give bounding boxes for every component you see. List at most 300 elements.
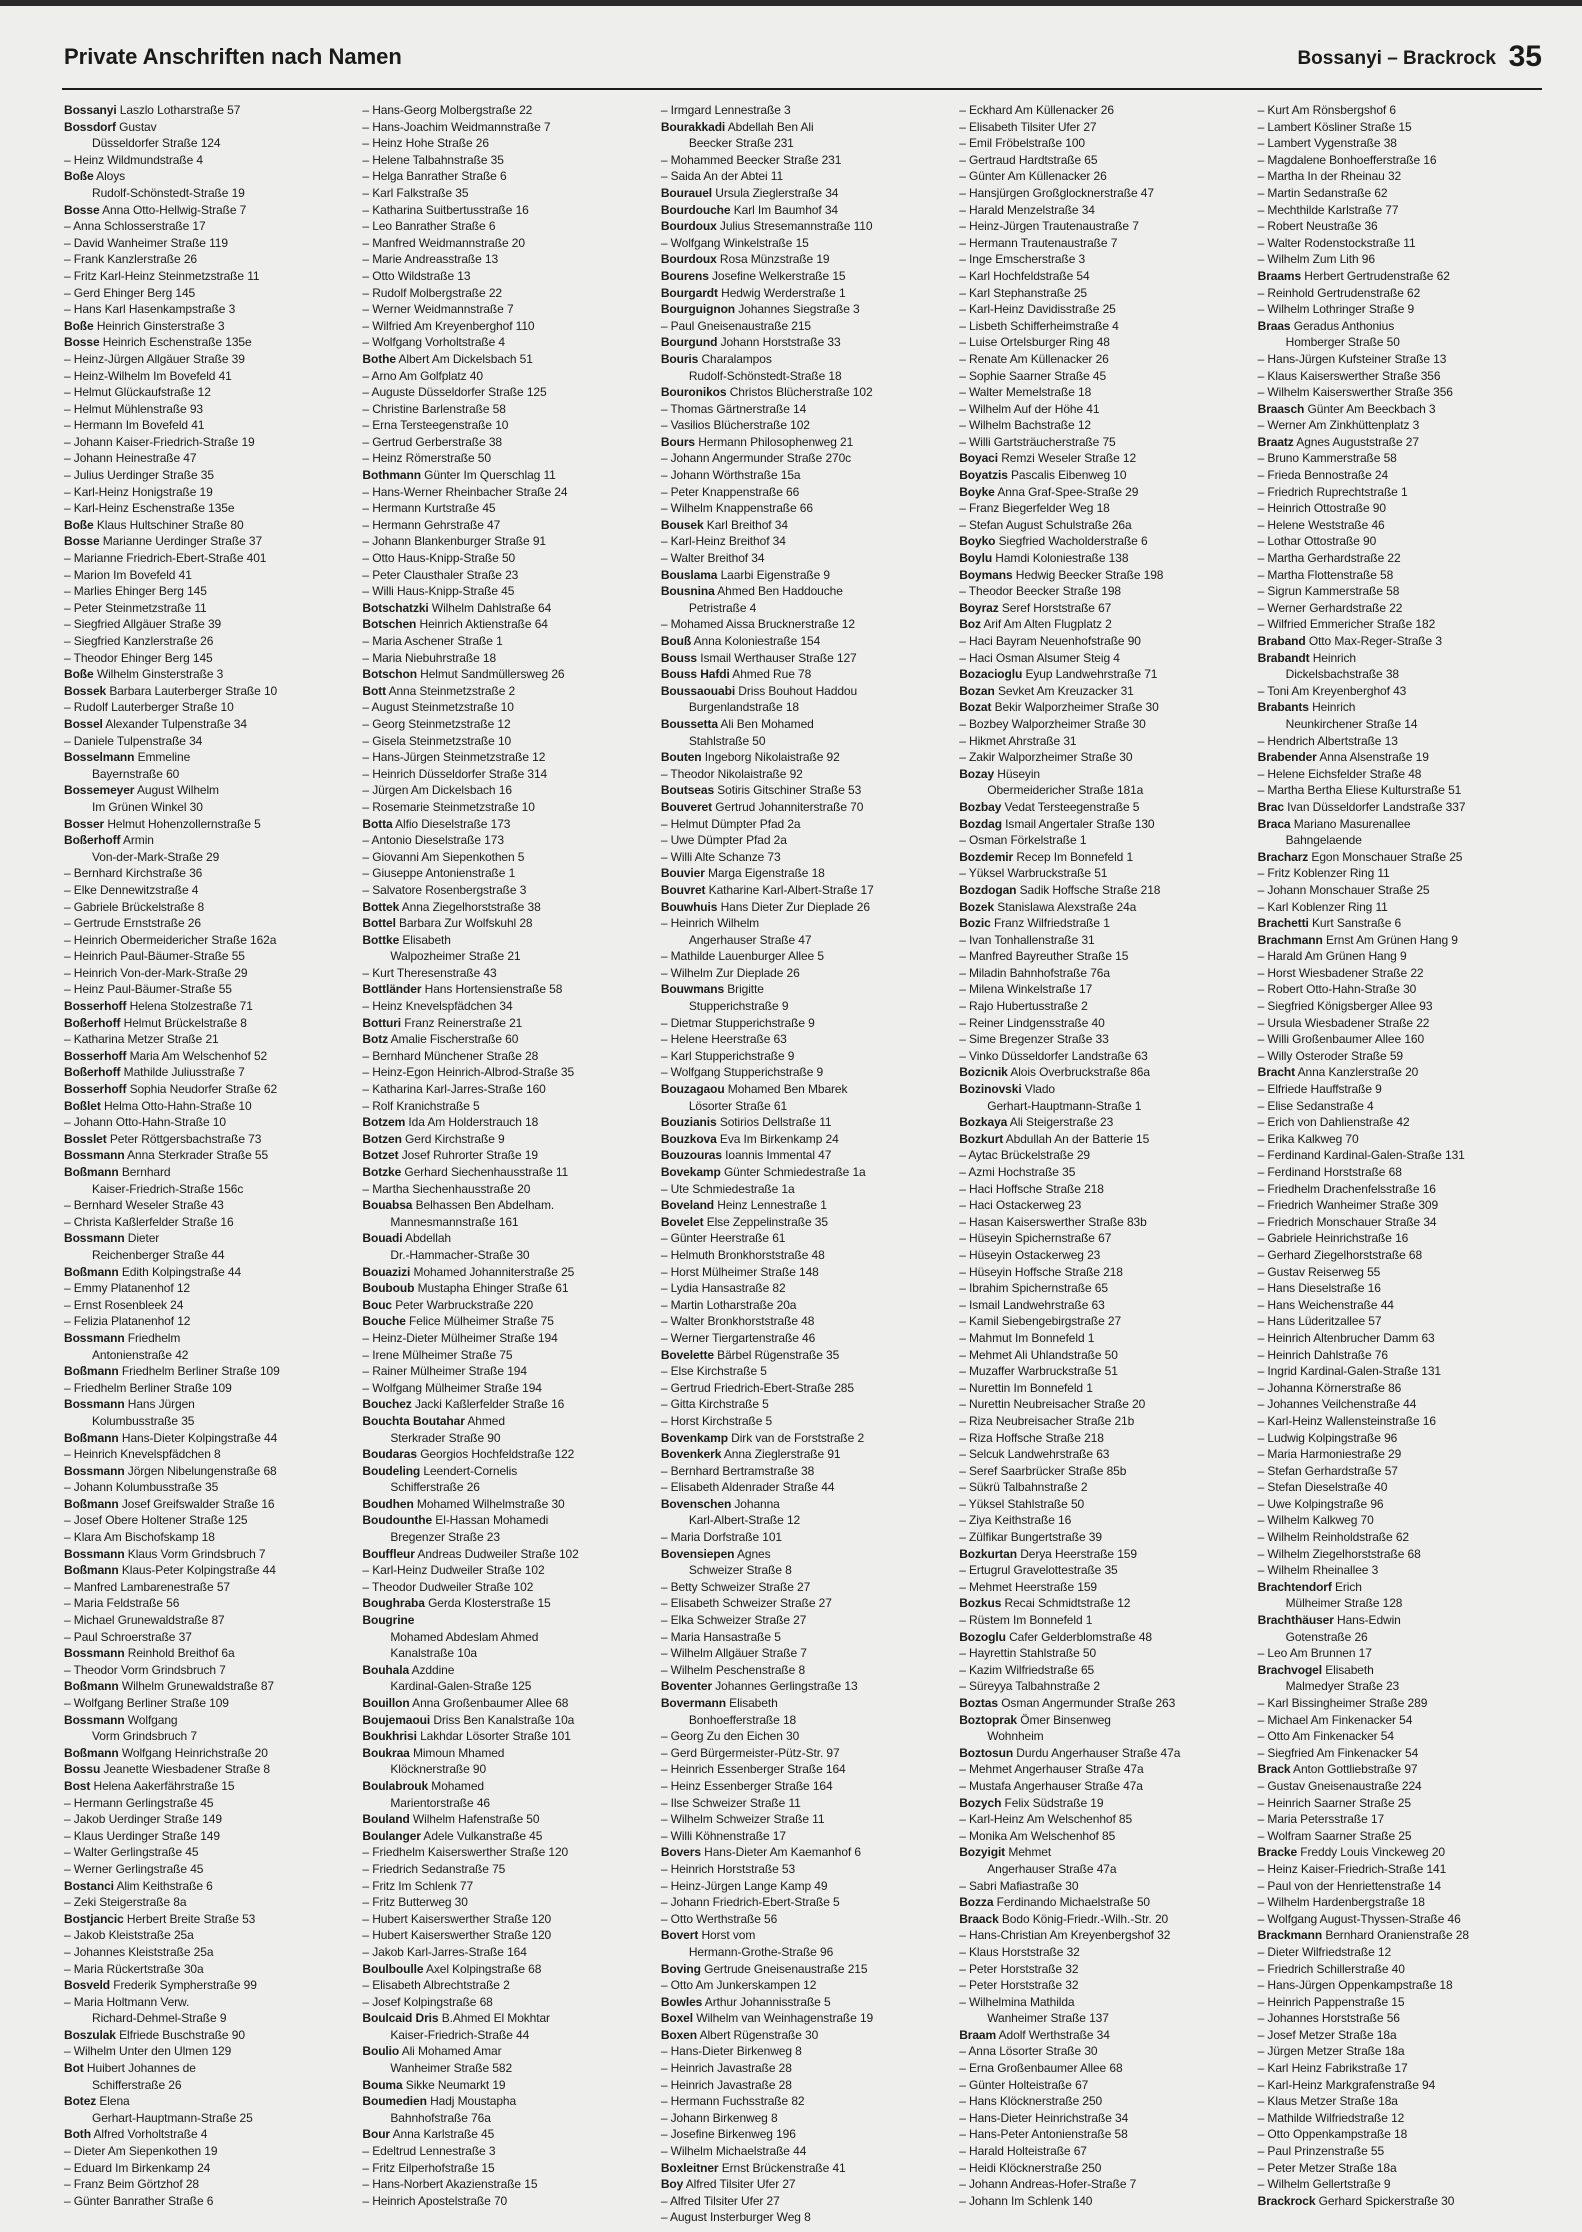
directory-entry <box>959 401 1243 418</box>
directory-entry <box>64 899 348 916</box>
directory-entry <box>64 965 348 982</box>
entry-text: – Heinz-Dieter Mülheimer Straße 194 <box>362 1330 558 1345</box>
directory-entry <box>959 434 1243 451</box>
entry-text: – Martin Lotharstraße 20a <box>660 1297 797 1312</box>
entry-surname: Bourgund <box>660 335 718 350</box>
entry-text: Remzi Weseler Straße 12 <box>997 451 1137 466</box>
entry-text: – Wilhelm Bachstraße 12 <box>959 418 1091 433</box>
entry-text: Arif Am Alten Flugplatz 2 <box>980 617 1112 632</box>
entry-surname: Boz <box>959 617 981 632</box>
entry-text: – Otto Haus-Knipp-Straße 50 <box>362 551 516 566</box>
directory-entry <box>661 1446 945 1463</box>
directory-entry <box>64 2160 348 2177</box>
column-5 <box>1258 102 1542 2212</box>
entry-text: Düsseldorfer Straße 124 <box>92 136 221 151</box>
entry-text: Bayernstraße 60 <box>92 766 180 781</box>
directory-entry <box>64 268 348 285</box>
directory-entry <box>1258 1347 1542 1364</box>
entry-text: – Karl Falkstraße 35 <box>362 185 469 200</box>
directory-entry <box>661 1396 945 1413</box>
directory-entry <box>661 2160 945 2177</box>
entry-text: – Michael Am Finkenacker 54 <box>1257 1712 1413 1727</box>
entry-text: – Hans Weichenstraße 44 <box>1257 1297 1394 1312</box>
directory-entry <box>362 567 646 584</box>
directory-entry <box>1258 1512 1542 1529</box>
directory-entry <box>64 1844 348 1861</box>
directory-entry <box>661 2110 945 2127</box>
entry-text: Hadj Moustapha <box>426 2094 517 2109</box>
directory-entry <box>64 368 348 385</box>
directory-entry <box>1258 1463 1542 1480</box>
directory-entry <box>1258 600 1542 617</box>
entry-text: – Walter Bronkhorststraße 48 <box>660 1314 815 1329</box>
entry-text: Gertrude Gneisenaustraße 215 <box>700 1961 868 1976</box>
directory-entry <box>959 268 1243 285</box>
entry-text: – Heinrich Düsseldorfer Straße 314 <box>362 766 548 781</box>
entry-surname: Bozdag <box>959 816 1002 831</box>
directory-entry <box>661 1147 945 1164</box>
entry-text: – Wilhelm Kaiserswerther Straße 356 <box>1257 385 1453 400</box>
entry-surname: Botez <box>64 2094 97 2109</box>
entry-text: – Heinrich Pappenstraße 15 <box>1257 1994 1405 2009</box>
entry-text: Gerhard Siechenhausstraße 11 <box>401 1165 569 1179</box>
directory-entry <box>64 235 348 252</box>
directory-entry <box>1258 1430 1542 1447</box>
entry-text: – Maria Hansastraße 5 <box>660 1629 781 1644</box>
entry-text: – Otto Am Finkenacker 54 <box>1257 1729 1394 1744</box>
directory-entry <box>661 666 945 683</box>
directory-entry <box>362 268 646 285</box>
directory-entry <box>1258 152 1542 169</box>
directory-entry <box>661 616 945 633</box>
directory-entry <box>959 334 1243 351</box>
entry-text: Marientorstraße 46 <box>390 1795 490 1810</box>
entry-text: – Katharina Metzer Straße 21 <box>64 1032 219 1047</box>
directory-entry <box>362 1064 646 1081</box>
entry-text: Heinrich Aktienstraße 64 <box>416 617 548 632</box>
entry-text: – Peter Clausthaler Straße 23 <box>362 567 519 582</box>
entry-text: Friedhelm Berliner Straße 109 <box>118 1364 280 1379</box>
entry-text: Gertrud Johanniterstraße 70 <box>712 799 864 814</box>
directory-entry <box>1258 2010 1542 2027</box>
entry-text: – Karl Stephanstraße 25 <box>959 285 1087 300</box>
entry-text: Heinrich Eschenstraße 135e <box>99 335 252 350</box>
directory-entry <box>661 2209 945 2226</box>
directory-entry <box>64 1911 348 1928</box>
directory-entry <box>959 1430 1243 1447</box>
directory-entry <box>1258 334 1542 351</box>
entry-text: – Heinz Kaiser-Friedrich-Straße 141 <box>1257 1861 1447 1876</box>
entry-text: – Franz Biegerfelder Weg 18 <box>959 501 1110 516</box>
directory-entry <box>959 2126 1243 2143</box>
directory-entry <box>1258 1313 1542 1330</box>
directory-entry <box>362 251 646 268</box>
entry-text: – Günter Am Küllenacker 26 <box>959 169 1107 184</box>
directory-entry <box>1258 849 1542 866</box>
entry-text: Mohamed Ben Mbarek <box>724 1082 848 1097</box>
directory-entry <box>959 2077 1243 2094</box>
directory-entry <box>1258 865 1542 882</box>
entry-text: Günter Am Beeckbach 3 <box>1304 401 1436 416</box>
entry-text: Felix Südstraße 19 <box>1001 1795 1104 1810</box>
directory-entry <box>959 1330 1243 1347</box>
entry-text: – Heinrich Javastraße 28 <box>660 2061 792 2076</box>
entry-text: Helma Otto-Hahn-Straße 10 <box>100 1098 252 1113</box>
entry-text: – Johann Birkenweg 8 <box>660 2110 778 2125</box>
entry-text: – August Insterburger Weg 8 <box>660 2210 811 2225</box>
entry-surname: Braack <box>959 1911 999 1926</box>
entry-text: – Katharina Suitbertusstraße 16 <box>362 202 529 217</box>
directory-entry <box>661 2093 945 2110</box>
entry-surname: Bosse <box>64 335 100 350</box>
directory-entry <box>362 135 646 152</box>
directory-entry <box>1258 467 1542 484</box>
directory-entry <box>64 832 348 849</box>
entry-text: Emmeline <box>134 750 191 765</box>
directory-entry <box>661 1330 945 1347</box>
entry-text: Adolf Werthstraße 34 <box>996 2027 1110 2042</box>
directory-entry <box>362 318 646 335</box>
directory-entry <box>362 1413 646 1430</box>
directory-entry <box>64 1512 348 1529</box>
entry-text: Barbara Lauterberger Straße 10 <box>106 683 278 698</box>
directory-entry <box>1258 1048 1542 1065</box>
directory-entry <box>64 1562 348 1579</box>
entry-text: Ismail Angertaler Straße 130 <box>1001 816 1155 831</box>
directory-entry <box>661 1380 945 1397</box>
directory-entry <box>64 1795 348 1812</box>
directory-entry <box>661 202 945 219</box>
directory-entry <box>362 1098 646 1115</box>
entry-text: – Mathilde Wilfriedstraße 12 <box>1257 2110 1405 2125</box>
entry-surname: Bossmann <box>64 1148 125 1163</box>
entry-text: – Bernhard Bertramstraße 38 <box>660 1463 815 1478</box>
directory-entry <box>64 2043 348 2060</box>
entry-text: – Hans Klöcknerstraße 250 <box>959 2094 1103 2109</box>
entry-text: – Gustav Reiserweg 55 <box>1257 1264 1381 1279</box>
entry-surname: Botturi <box>362 1015 402 1030</box>
entry-text: – Manfred Weidmannstraße 20 <box>362 235 525 250</box>
directory-entry <box>959 1728 1243 1745</box>
entry-surname: Bosse <box>64 202 100 217</box>
entry-text: Helena Stolzestraße 71 <box>126 999 253 1014</box>
entry-text: – Paul Gneisenaustraße 215 <box>660 318 811 333</box>
directory-entry <box>661 1363 945 1380</box>
directory-entry <box>1258 932 1542 949</box>
directory-entry <box>362 1994 646 2011</box>
entry-text: Wanheimer Straße 582 <box>390 2061 513 2076</box>
directory-entry <box>64 1828 348 1845</box>
entry-text: Gerhart-Hauptmann-Straße 25 <box>92 2110 253 2125</box>
entry-surname: Bossmann <box>64 1712 125 1727</box>
entry-text: – Harald Am Grünen Hang 9 <box>1257 949 1407 964</box>
entry-text: – Paul Schroerstraße 37 <box>64 1629 192 1644</box>
entry-surname: Bozbay <box>959 799 1002 814</box>
entry-surname: Brackrock <box>1257 2193 1316 2208</box>
entry-text: Huibert Johannes de <box>83 2061 196 2076</box>
directory-entry <box>64 2060 348 2077</box>
directory-entry <box>64 1579 348 1596</box>
entry-surname: Bossmann <box>64 1330 125 1345</box>
entry-text: – Muzaffer Warbruckstraße 51 <box>959 1364 1118 1379</box>
entry-surname: Bouvier <box>660 866 705 881</box>
entry-text: – Hermann Gerlingstraße 45 <box>64 1795 214 1810</box>
entry-text: Antonienstraße 42 <box>92 1347 189 1362</box>
entry-text: Elisabeth <box>399 932 451 947</box>
entry-text: Karl Im Baumhof 34 <box>730 202 838 217</box>
entry-text: – Magdalene Bonhoefferstraße 16 <box>1257 152 1437 167</box>
directory-entry <box>661 484 945 501</box>
directory-entry <box>1258 816 1542 833</box>
directory-entry <box>661 1546 945 1563</box>
directory-entry <box>362 1712 646 1729</box>
entry-text: – Heinrich Paul-Bäumer-Straße 55 <box>64 949 245 964</box>
entry-text: – Manfred Bayreuther Straße 15 <box>959 949 1129 964</box>
entry-text: – Hans-Joachim Weidmannstraße 7 <box>362 119 551 134</box>
directory-entry <box>1258 583 1542 600</box>
directory-entry <box>1258 268 1542 285</box>
entry-text: – Heinrich Saarner Straße 25 <box>1257 1795 1411 1810</box>
directory-entry <box>1258 981 1542 998</box>
entry-surname: Bothmann <box>362 468 421 483</box>
column-4 <box>959 102 1243 2212</box>
directory-entry <box>362 749 646 766</box>
directory-entry <box>362 1529 646 1546</box>
entry-text: Helena Aakerfährstraße 15 <box>90 1778 235 1793</box>
directory-entry <box>64 2027 348 2044</box>
entry-text: – Haci Bayram Neuenhofstraße 90 <box>959 634 1141 648</box>
entry-text: Ursula Zieglerstraße 34 <box>712 185 839 200</box>
directory-entry <box>959 683 1243 700</box>
entry-text: Günter Im Querschlag 11 <box>420 468 556 483</box>
directory-entry <box>959 1546 1243 1563</box>
entry-surname: Boßmann <box>64 1496 119 1511</box>
directory-entry <box>362 1778 646 1795</box>
entry-text: – Toni Am Kreyenberghof 43 <box>1257 683 1407 698</box>
entry-text: – Karl Stupperichstraße 9 <box>660 1048 795 1063</box>
directory-entry <box>959 699 1243 716</box>
entry-text: Schifferstraße 26 <box>92 2077 182 2092</box>
entry-text: – Jakob Uerdinger Straße 149 <box>64 1812 222 1827</box>
directory-entry <box>362 2176 646 2193</box>
entry-text: Alexander Tulpenstraße 34 <box>102 716 247 731</box>
entry-surname: Boussaouabi <box>660 683 736 698</box>
directory-entry <box>661 1230 945 1247</box>
entry-surname: Bossek <box>64 683 107 698</box>
directory-entry <box>661 2043 945 2060</box>
directory-entry <box>362 1363 646 1380</box>
directory-entry <box>959 1479 1243 1496</box>
entry-text: Kolumbusstraße 35 <box>92 1413 195 1428</box>
directory-entry <box>1258 1595 1542 1612</box>
entry-text: Ali Mohamed Amar <box>399 2044 502 2059</box>
entry-surname: Boztosun <box>959 1745 1014 1760</box>
directory-entry <box>362 1944 646 1961</box>
entry-text: Hans Jürgen <box>124 1397 195 1412</box>
directory-columns <box>64 102 1542 2225</box>
entry-text: – Johann Andreas-Hofer-Straße 7 <box>959 2177 1137 2192</box>
directory-entry <box>661 1064 945 1081</box>
entry-surname: Boße <box>64 318 94 333</box>
entry-surname: Bourauel <box>660 185 713 200</box>
directory-entry <box>1258 1911 1542 1928</box>
entry-text: Felice Mülheimer Straße 75 <box>405 1314 554 1329</box>
entry-surname: Bouris <box>660 351 699 366</box>
directory-entry <box>959 2093 1243 2110</box>
directory-entry <box>1258 351 1542 368</box>
entry-text: – Wilhelm Rheinallee 3 <box>1257 1563 1379 1578</box>
directory-entry <box>64 2126 348 2143</box>
entry-surname: Bostjancic <box>64 1911 124 1926</box>
directory-entry <box>959 1844 1243 1861</box>
entry-text: – Heinz Wildmundstraße 4 <box>64 152 203 167</box>
entry-surname: Bouss <box>660 650 697 665</box>
entry-text: – Wolfram Saarner Straße 25 <box>1257 1828 1412 1843</box>
directory-entry <box>64 218 348 235</box>
entry-text: Stanislawa Alexstraße 24a <box>994 899 1137 914</box>
entry-text: Von-der-Mark-Straße 29 <box>92 849 220 864</box>
directory-entry <box>661 301 945 318</box>
entry-surname: Bourakkadi <box>660 119 726 134</box>
directory-entry <box>64 1313 348 1330</box>
entry-text: Ernst Brückenstraße 41 <box>718 2160 846 2175</box>
directory-entry <box>959 202 1243 219</box>
entry-text: – Friedrich Schillerstraße 40 <box>1257 1961 1405 1976</box>
entry-text: – Sükrü Talbahnstraße 2 <box>959 1480 1088 1495</box>
entry-text: Bekir Walporzheimer Straße 30 <box>991 700 1159 715</box>
entry-text: – Marion Im Bovefeld 41 <box>64 567 192 582</box>
entry-text: – Heinrich Obermeidericher Straße 162a <box>64 932 277 947</box>
entry-text: – Fritz Karl-Heinz Steinmetzstraße 11 <box>64 268 260 283</box>
directory-entry <box>1258 915 1542 932</box>
entry-text: Wilhelm Hafenstraße 50 <box>409 1812 540 1827</box>
entry-text: Beecker Straße 231 <box>688 136 794 151</box>
directory-entry <box>1258 1496 1542 1513</box>
directory-entry <box>1258 1131 1542 1148</box>
directory-entry <box>64 334 348 351</box>
entry-surname: Bossemeyer <box>64 783 135 798</box>
directory-entry <box>1258 1197 1542 1214</box>
entry-text: – Elisabeth Tilsiter Ufer 27 <box>959 119 1097 134</box>
entry-text: Ahmed <box>464 1413 505 1428</box>
directory-entry <box>661 1562 945 1579</box>
entry-surname: Bouwhuis <box>660 899 718 914</box>
entry-text: Bernhard <box>118 1165 171 1179</box>
entry-text: – Friedhelm Berliner Straße 109 <box>64 1380 232 1395</box>
directory-entry <box>64 185 348 202</box>
directory-entry <box>362 202 646 219</box>
entry-text: – Günter Banrather Straße 6 <box>64 2193 214 2208</box>
entry-text: – Karl-Heinz Am Welschenhof 85 <box>959 1812 1133 1827</box>
entry-text: – Heidi Klöcknerstraße 250 <box>959 2160 1102 2175</box>
entry-text: Andreas Dudweiler Straße 102 <box>414 1546 579 1561</box>
entry-text: – Heinz-Jürgen Lange Kamp 49 <box>660 1878 828 1893</box>
entry-text: Reichenberger Straße 44 <box>92 1247 225 1262</box>
entry-text: – Gertrud Gerberstraße 38 <box>362 434 502 449</box>
entry-text: – Wolfgang Winkelstraße 15 <box>660 235 809 250</box>
directory-entry <box>64 2010 348 2027</box>
entry-surname: Botzem <box>362 1115 406 1130</box>
directory-entry <box>64 285 348 302</box>
entry-text: – Erna Großenbaumer Allee 68 <box>959 2061 1123 2076</box>
entry-text: Abdullah An der Batterie 15 <box>1003 1131 1150 1146</box>
entry-text: Seref Horststraße 67 <box>998 600 1112 615</box>
directory-entry <box>959 1595 1243 1612</box>
entry-text: – Lambert Kösliner Straße 15 <box>1257 119 1412 134</box>
entry-text: – Irene Mülheimer Straße 75 <box>362 1347 513 1362</box>
entry-text: Georgios Hochfeldstraße 122 <box>416 1447 575 1462</box>
entry-text: – Mehmet Angerhauser Straße 47a <box>959 1762 1144 1777</box>
directory-entry <box>1258 401 1542 418</box>
entry-surname: Bourdoux <box>660 252 717 267</box>
entry-text: – Wolfgang Mülheimer Straße 194 <box>362 1380 542 1395</box>
entry-surname: Braam <box>959 2027 997 2042</box>
directory-entry <box>64 600 348 617</box>
entry-text: B.Ahmed El Mokhtar <box>438 2011 550 2026</box>
entry-text: Lösorter Straße 61 <box>688 1098 788 1113</box>
entry-text: – Maria Feldstraße 56 <box>64 1596 180 1611</box>
entry-text: Horst vom <box>698 1928 756 1943</box>
entry-text: – Vinko Düsseldorfer Landstraße 63 <box>959 1048 1148 1063</box>
entry-surname: Brack <box>1257 1762 1291 1777</box>
entry-text: – Mohammed Beecker Straße 231 <box>660 152 842 167</box>
directory-entry <box>64 1131 348 1148</box>
entry-text: – Karl-Heinz Markgrafenstraße 94 <box>1257 2077 1436 2092</box>
entry-text: – Aytac Brückelstraße 29 <box>959 1148 1090 1163</box>
entry-surname: Bott <box>362 683 386 698</box>
directory-entry <box>64 119 348 136</box>
entry-surname: Boßmann <box>64 1430 119 1445</box>
entry-text: Helmut Hohenzollernstraße 5 <box>104 816 261 831</box>
entry-text: – Wilfried Emmericher Straße 182 <box>1257 617 1436 632</box>
directory-entry <box>661 1579 945 1596</box>
entry-text: – Uwe Kolpingstraße 96 <box>1257 1496 1384 1511</box>
entry-surname: Boylu <box>959 551 993 566</box>
entry-surname: Bosveld <box>64 1978 110 1993</box>
directory-entry <box>64 1595 348 1612</box>
directory-entry <box>64 135 348 152</box>
entry-text: – Bernhard Weseler Straße 43 <box>64 1198 224 1213</box>
directory-entry <box>64 1712 348 1729</box>
directory-entry <box>64 1728 348 1745</box>
entry-text: – Zakir Walporzheimer Straße 30 <box>959 750 1133 765</box>
entry-text: – Helene Eichsfelder Straße 48 <box>1257 766 1422 781</box>
directory-entry <box>1258 1745 1542 1762</box>
directory-entry <box>1258 1678 1542 1695</box>
entry-surname: Bozat <box>959 700 992 715</box>
entry-text: – Otto Am Junkerskampen 12 <box>660 1978 817 1993</box>
directory-entry <box>362 1463 646 1480</box>
directory-entry <box>1258 1015 1542 1032</box>
entry-text: – Otto Wildstraße 13 <box>362 268 471 283</box>
column-3 <box>660 102 945 2225</box>
directory-entry <box>959 550 1243 567</box>
entry-text: – Karl Hochfeldstraße 54 <box>959 268 1090 283</box>
directory-entry <box>959 782 1243 799</box>
entry-surname: Boßerhoff <box>64 1065 121 1080</box>
entry-text: – Selcuk Landwehrstraße 63 <box>959 1447 1110 1462</box>
entry-text: Rudolf-Schönstedt-Straße 18 <box>688 368 842 383</box>
directory-entry <box>64 567 348 584</box>
entry-surname: Brachvogel <box>1257 1662 1322 1677</box>
directory-entry <box>64 616 348 633</box>
entry-text: Petristraße 4 <box>688 600 757 615</box>
entry-text: Anna Sterkrader Straße 55 <box>124 1148 269 1163</box>
directory-entry <box>362 782 646 799</box>
directory-entry <box>362 816 646 833</box>
entry-text: – Hans-Werner Rheinbacher Straße 24 <box>362 484 568 499</box>
entry-text: Sikke Neumarkt 19 <box>402 2077 506 2092</box>
